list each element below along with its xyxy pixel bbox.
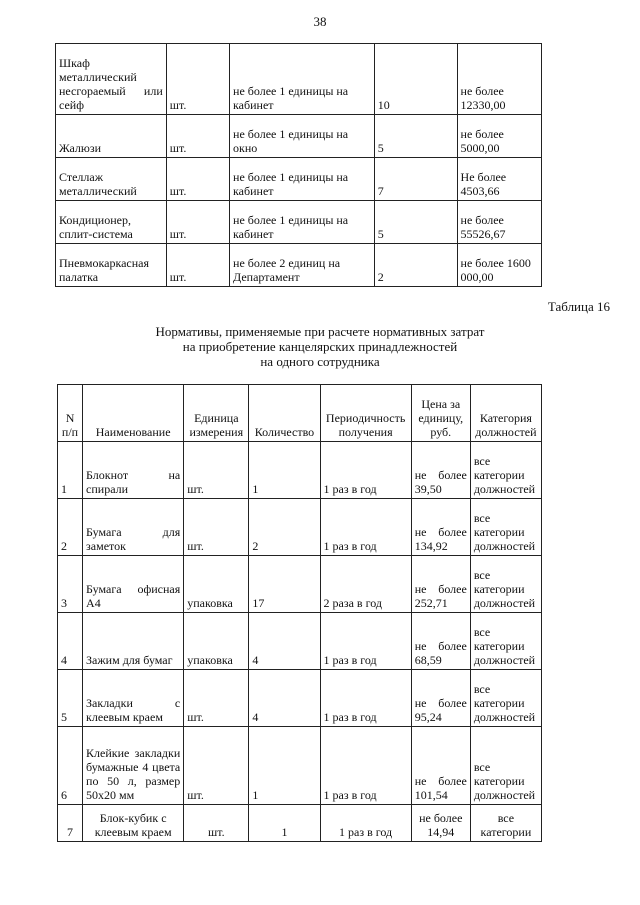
price-cell: не более 101,54 — [411, 727, 470, 805]
qty-cell: 1 — [249, 442, 320, 499]
num-cell: 5 — [58, 670, 83, 727]
unit-cell: шт. — [184, 670, 249, 727]
unit-cell: шт. — [166, 44, 229, 115]
unit-cell: шт. — [166, 201, 229, 244]
qty-cell: 17 — [249, 556, 320, 613]
price-cell: не более 12330,00 — [457, 44, 541, 115]
num-cell: 2 — [58, 499, 83, 556]
qty-cell: 4 — [249, 613, 320, 670]
qty-cell: 2 — [249, 499, 320, 556]
table-row — [56, 44, 542, 115]
unit-cell: шт. — [166, 244, 229, 287]
period-cell: 1 раз в год — [320, 805, 411, 842]
table-row — [58, 556, 542, 613]
price-cell: не более 5000,00 — [457, 115, 541, 158]
caption-line: на приобретение канцелярских принадлежностей — [182, 339, 458, 354]
unit-cell: упаковка — [184, 556, 249, 613]
name-cell: Бумага для заметок — [83, 499, 184, 556]
table-label: Таблица 16 — [547, 299, 610, 314]
num-cell: 1 — [58, 442, 83, 499]
term-cell: 5 — [374, 201, 457, 244]
qty-cell: 1 — [249, 805, 320, 842]
term-cell: 5 — [374, 115, 457, 158]
header-row — [58, 385, 542, 442]
price-cell: не более 39,50 — [411, 442, 470, 499]
price-cell: не более 55526,67 — [457, 201, 541, 244]
period-cell: 1 раз в год — [320, 727, 411, 805]
qty-cell: 4 — [249, 670, 320, 727]
caption-line: Нормативы, применяемые при расчете нормативных затрат — [155, 324, 485, 339]
header-price: Цена за единицу, руб. — [411, 385, 470, 442]
table-caption — [0, 324, 640, 369]
norm-cell: не более 2 единиц на Департамент — [230, 244, 375, 287]
norm-cell: не более 1 единицы на окно — [230, 115, 375, 158]
table-row — [58, 442, 542, 499]
item-name-cell: Кондиционер, сплит-система — [56, 201, 167, 244]
header-category: Категория должностей — [470, 385, 541, 442]
category-cell: все категории должностей — [470, 499, 541, 556]
term-cell: 7 — [374, 158, 457, 201]
furniture-norms-table — [55, 43, 542, 287]
unit-cell: шт. — [184, 442, 249, 499]
table-row — [56, 244, 542, 287]
unit-cell: шт. — [184, 499, 249, 556]
price-cell: не более 1600 000,00 — [457, 244, 541, 287]
norm-cell: не более 1 единицы на кабинет — [230, 44, 375, 115]
table-row — [58, 805, 542, 842]
name-cell: Зажим для бумаг — [83, 613, 184, 670]
item-name-cell: Стеллаж металлический — [56, 158, 167, 201]
norm-cell: не более 1 единицы на кабинет — [230, 201, 375, 244]
category-cell: все категории должностей — [470, 613, 541, 670]
header-name: Наименование — [83, 385, 184, 442]
table-row — [58, 499, 542, 556]
header-period: Периодичность получения — [320, 385, 411, 442]
category-cell: все категории — [470, 805, 541, 842]
table-row — [58, 670, 542, 727]
table-row — [56, 158, 542, 201]
unit-cell: шт. — [166, 158, 229, 201]
caption-line: на одного сотрудника — [260, 354, 380, 369]
price-cell: Не более 4503,66 — [457, 158, 541, 201]
name-cell: Закладки с клеевым краем — [83, 670, 184, 727]
stationery-norms-table — [57, 384, 542, 842]
header-unit: Единица измерения — [184, 385, 249, 442]
name-cell: Блок-кубик с клеевым краем — [83, 805, 184, 842]
period-cell: 1 раз в год — [320, 670, 411, 727]
period-cell: 2 раза в год — [320, 556, 411, 613]
table-row — [58, 613, 542, 670]
price-cell: не более 134,92 — [411, 499, 470, 556]
qty-cell: 1 — [249, 727, 320, 805]
unit-cell: шт. — [184, 727, 249, 805]
table-row — [56, 201, 542, 244]
item-name-cell: Шкаф металлический несгораемый или сейф — [56, 44, 167, 115]
name-cell: Блокнот на спирали — [83, 442, 184, 499]
header-qty: Количество — [249, 385, 320, 442]
category-cell: все категории должностей — [470, 442, 541, 499]
name-cell: Бумага офисная А4 — [83, 556, 184, 613]
category-cell: все категории должностей — [470, 727, 541, 805]
num-cell: 3 — [58, 556, 83, 613]
unit-cell: шт. — [166, 115, 229, 158]
table-row — [58, 727, 542, 805]
norm-cell: не более 1 единицы на кабинет — [230, 158, 375, 201]
unit-cell: шт. — [184, 805, 249, 842]
category-cell: все категории должностей — [470, 556, 541, 613]
term-cell: 2 — [374, 244, 457, 287]
period-cell: 1 раз в год — [320, 499, 411, 556]
name-cell: Клейкие закладки бумажные 4 цвета по 50 л, размер 50х20 мм — [83, 727, 184, 805]
term-cell: 10 — [374, 44, 457, 115]
category-cell: все категории должностей — [470, 670, 541, 727]
header-num: N п/п — [58, 385, 83, 442]
period-cell: 1 раз в год — [320, 613, 411, 670]
price-cell: не более 68,59 — [411, 613, 470, 670]
item-name-cell: Пневмокаркасная палатка — [56, 244, 167, 287]
num-cell: 7 — [58, 805, 83, 842]
item-name-cell: Жалюзи — [56, 115, 167, 158]
unit-cell: упаковка — [184, 613, 249, 670]
price-cell: не более 14,94 — [411, 805, 470, 842]
num-cell: 4 — [58, 613, 83, 670]
price-cell: не более 252,71 — [411, 556, 470, 613]
table-row — [56, 115, 542, 158]
num-cell: 6 — [58, 727, 83, 805]
price-cell: не более 95,24 — [411, 670, 470, 727]
period-cell: 1 раз в год — [320, 442, 411, 499]
page-number: 38 — [313, 14, 327, 29]
